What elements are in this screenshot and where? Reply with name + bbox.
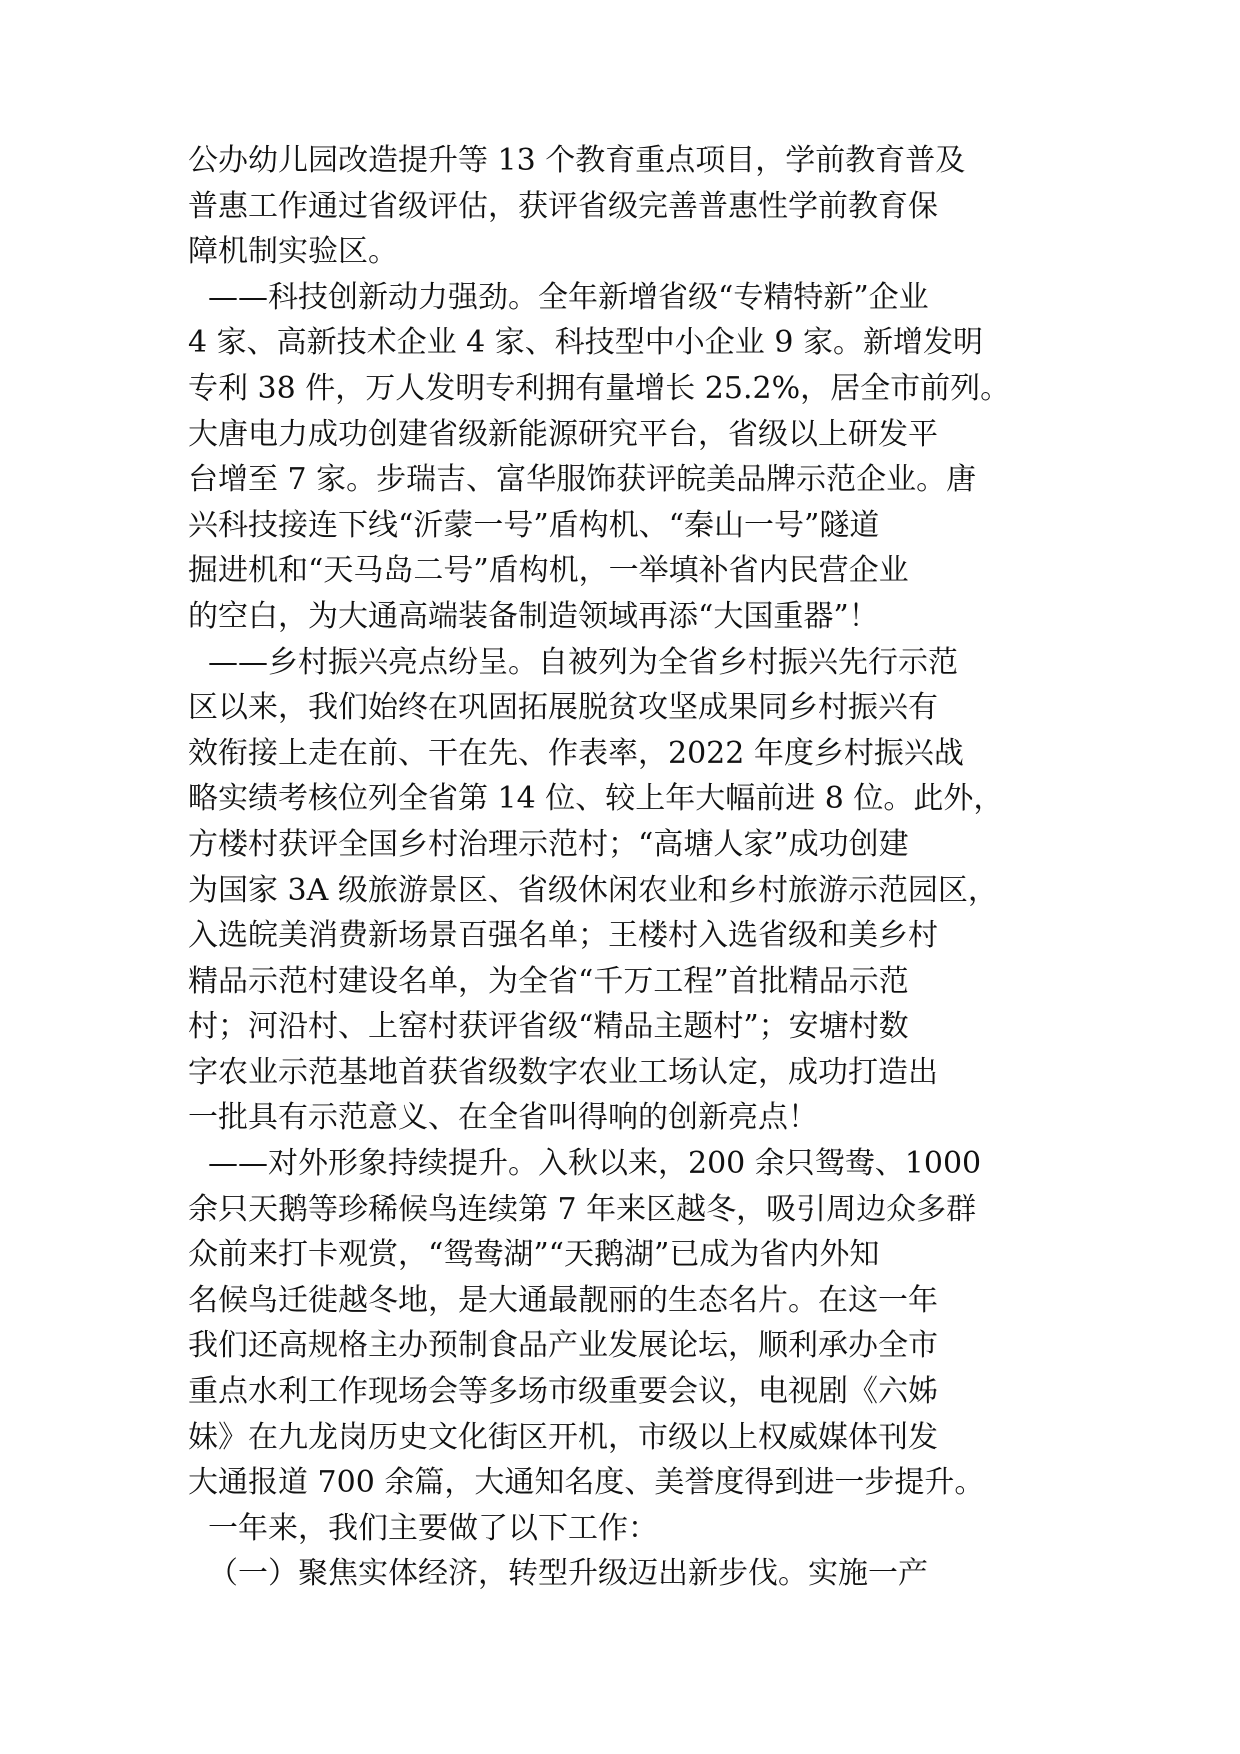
text-line: 一年来，我们主要做了以下工作： xyxy=(208,1510,658,1546)
text-line: 名候鸟迁徙越冬地，是大通最靓丽的生态名片。在这一年 xyxy=(188,1282,938,1318)
text-line: 为国家 3A 级旅游景区、省级休闲农业和乡村旅游示范园区， xyxy=(188,872,998,908)
text-line: 障机制实验区。 xyxy=(188,234,398,270)
document-page xyxy=(188,138,1068,1597)
text-line: 精品示范村建设名单，为全省“千万工程”首批精品示范 xyxy=(188,963,909,999)
text-line: ——对外形象持续提升。入秋以来，200 余只鸳鸯、1000 xyxy=(208,1146,982,1182)
text-line: 略实绩考核位列全省第 14 位、较上年大幅前进 8 位。此外， xyxy=(188,781,1004,817)
text-line: 余只天鹅等珍稀候鸟连续第 7 年来区越冬，吸引周边众多群 xyxy=(188,1191,977,1227)
text-line: 众前来打卡观赏，“鸳鸯湖”“天鹅湖”已成为省内外知 xyxy=(188,1237,880,1273)
text-line: ——科技创新动力强劲。全年新增省级“专精特新”企业 xyxy=(208,279,929,315)
text-line: 字农业示范基地首获省级数字农业工场认定，成功打造出 xyxy=(188,1054,938,1090)
text-line: 的空白，为大通高端装备制造领域再添“大国重器”！ xyxy=(188,598,879,634)
text-line: 4 家、高新技术企业 4 家、科技型中小企业 9 家。新增发明 xyxy=(188,325,983,361)
text-line: 兴科技接连下线“沂蒙一号”盾构机、“秦山一号”隧道 xyxy=(188,507,880,543)
text-line: 入选皖美消费新场景百强名单；王楼村入选省级和美乡村 xyxy=(188,918,938,954)
text-line: 一批具有示范意义、在全省叫得响的创新亮点！ xyxy=(188,1100,818,1136)
text-line: 区以来，我们始终在巩固拓展脱贫攻坚成果同乡村振兴有 xyxy=(188,690,938,726)
text-line: 村；河沿村、上窑村获评省级“精品主题村”；安塘村数 xyxy=(188,1009,909,1045)
text-line: 方楼村获评全国乡村治理示范村；“高塘人家”成功创建 xyxy=(188,826,909,862)
text-line: 效衔接上走在前、干在先、作表率，2022 年度乡村振兴战 xyxy=(188,735,964,771)
text-line: ——乡村振兴亮点纷呈。自被列为全省乡村振兴先行示范 xyxy=(208,644,958,680)
text-line: 专利 38 件，万人发明专利拥有量增长 25.2%，居全市前列。 xyxy=(188,370,1011,406)
text-line: 大通报道 700 余篇，大通知名度、美誉度得到进一步提升。 xyxy=(188,1465,985,1501)
text-line: 妹》在九龙岗历史文化街区开机，市级以上权威媒体刊发 xyxy=(188,1419,938,1455)
text-line: 公办幼儿园改造提升等 13 个教育重点项目，学前教育普及 xyxy=(188,143,966,178)
text-line: 掘进机和“天马岛二号”盾构机，一举填补省内民营企业 xyxy=(188,553,909,589)
text-line: 普惠工作通过省级评估，获评省级完善普惠性学前教育保 xyxy=(188,188,938,224)
text-line: 我们还高规格主办预制食品产业发展论坛，顺利承办全市 xyxy=(188,1328,938,1364)
text-line: （一）聚焦实体经济，转型升级迈出新步伐。实施一产 xyxy=(208,1556,928,1592)
text-line: 重点水利工作现场会等多场市级重要会议，电视剧《六姊 xyxy=(188,1374,938,1410)
text-line: 台增至 7 家。步瑞吉、富华服饰获评皖美品牌示范企业。唐 xyxy=(188,462,977,498)
text-line: 大唐电力成功创建省级新能源研究平台，省级以上研发平 xyxy=(188,416,938,452)
document-body-text xyxy=(188,138,1068,1597)
